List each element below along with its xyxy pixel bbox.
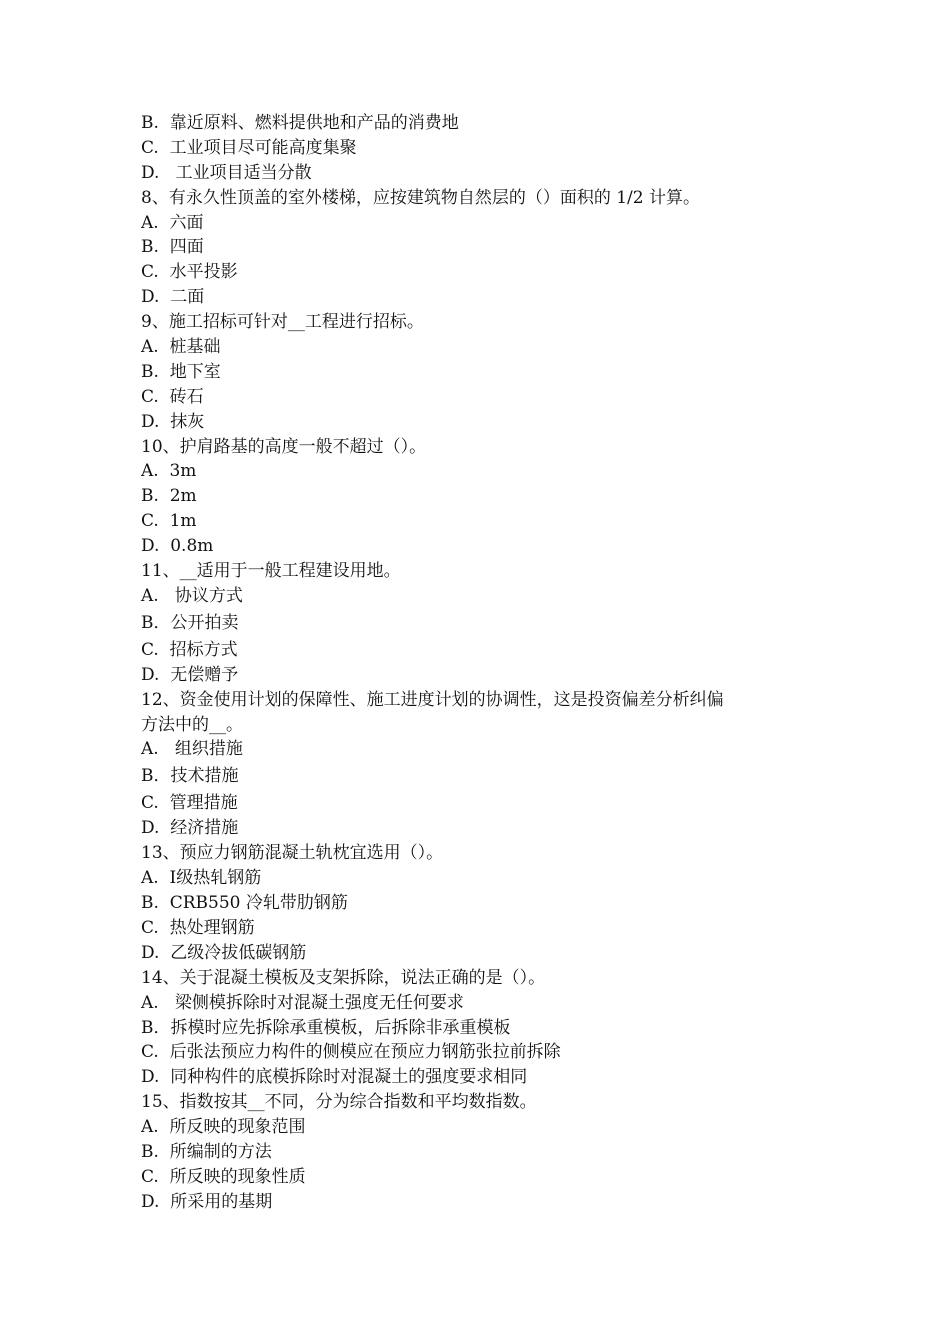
option-line: A. 协议方式 (141, 585, 243, 606)
option-line: B．技术措施 (141, 766, 239, 787)
option-line: C. 后张法预应力构件的侧模应在预应力钢筋张拉前拆除 (141, 1042, 561, 1063)
option-line: C. 热处理钢筋 (141, 917, 255, 938)
question-line: 11、__适用于一般工程建设用地。 (141, 561, 401, 582)
option-line: C. 工业项目尽可能高度集聚 (141, 137, 357, 158)
option-line: B. 四面 (141, 237, 204, 258)
option-line: A. 所反映的现象范围 (141, 1117, 306, 1138)
option-line: A. 六面 (141, 212, 204, 233)
option-line: B．公开拍卖 (141, 612, 239, 633)
option-line: B. 2m (141, 486, 197, 507)
option-line: D. 乙级冷拔低碳钢筋 (141, 942, 307, 963)
option-line: A. Ⅰ级热轧钢筋 (141, 868, 262, 889)
option-line: D. 二面 (141, 287, 205, 308)
option-line: A. 3m (141, 461, 197, 482)
option-line: D. 同种构件的底模拆除时对混凝土的强度要求相同 (141, 1067, 528, 1088)
document-body (141, 111, 821, 1215)
question-line: 12、资金使用计划的保障性、施工进度计划的协调性，这是投资偏差分析纠偏 (141, 689, 724, 710)
option-line: B. 所编制的方法 (141, 1141, 272, 1162)
option-line: B．拆模时应先拆除承重模板，后拆除非承重模板 (141, 1017, 511, 1038)
option-line: D. 0.8m (141, 536, 214, 557)
option-line: C. 管理措施 (141, 793, 238, 814)
option-line: D. 所采用的基期 (141, 1191, 273, 1212)
option-line: D. 工业项目适当分散 (141, 162, 312, 183)
option-line: D. 无偿赠予 (141, 664, 239, 685)
option-line: B. 靠近原料、燃料提供地和产品的消费地 (141, 113, 459, 133)
question-line: 9、施工招标可针对__工程进行招标。 (141, 312, 424, 333)
option-line: C. 水平投影 (141, 262, 238, 283)
question-line: 14、关于混凝土模板及支架拆除，说法正确的是（）。 (141, 967, 546, 988)
question-line: 10、护肩路基的高度一般不超过（）。 (141, 436, 427, 457)
option-line: B. 地下室 (141, 361, 221, 382)
option-line: B. CRB550 冷轧带肋钢筋 (141, 893, 348, 914)
option-line: C. 所反映的现象性质 (141, 1166, 306, 1187)
question-line: 13、预应力钢筋混凝土轨枕宜选用（）。 (141, 843, 444, 864)
option-line: C. 砖石 (141, 386, 204, 407)
question-line: 8、有永久性顶盖的室外楼梯，应按建筑物自然层的（）面积的 1/2 计算。 (141, 187, 700, 208)
option-line: C. 招标方式 (141, 639, 238, 660)
option-line: A. 组织措施 (141, 739, 243, 760)
question-line-continued: 方法中的__。 (141, 714, 243, 735)
question-line: 15、指数按其__不同，分为综合指数和平均数指数。 (141, 1092, 537, 1113)
option-line: A. 梁侧模拆除时对混凝土强度无任何要求 (141, 992, 464, 1013)
option-line: C. 1m (141, 511, 197, 532)
option-line: A. 桩基础 (141, 337, 221, 358)
option-line: D. 经济措施 (141, 818, 239, 839)
option-line: D. 抹灰 (141, 411, 205, 432)
